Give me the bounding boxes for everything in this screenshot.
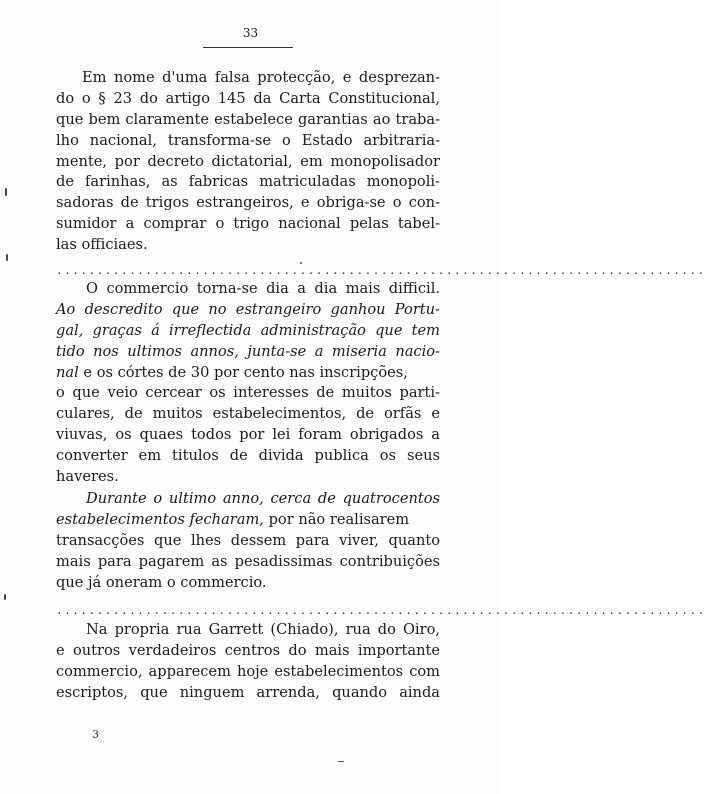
text-line: converter em titulos de divida publica os seus bbox=[56, 447, 440, 465]
paragraph-2 bbox=[56, 279, 440, 488]
text-line: que bem claramente estabelece garantias ao traba- bbox=[56, 110, 440, 128]
paragraph-4 bbox=[56, 620, 440, 704]
scan-speck bbox=[6, 254, 8, 261]
scan-speck bbox=[300, 262, 302, 264]
text-line: las officiaes. bbox=[56, 236, 148, 254]
dotted-separator: ................................................................................ bbox=[56, 604, 706, 617]
text-run: e os córtes de 30 por cento nas inscripções, bbox=[78, 363, 408, 381]
text-line: o que veio cercear os interesses de muitos parti- bbox=[56, 384, 440, 402]
paragraph-1 bbox=[56, 68, 440, 256]
text-line: Durante o ultimo anno, cerca de quatrocentos bbox=[86, 490, 440, 507]
text-line: gal, graças á irreflectida administração que tem bbox=[56, 321, 440, 339]
scan-speck bbox=[338, 761, 344, 762]
text-line: transacções que lhes dessem para viver, quanto bbox=[56, 531, 440, 549]
text-line: viuvas, os quaes todos por lei foram obrigados a bbox=[56, 426, 440, 444]
text-line: mais para pagarem as pesadissimas contribuições bbox=[56, 552, 440, 570]
text-line bbox=[56, 510, 440, 531]
scan-speck bbox=[5, 188, 7, 196]
scan-speck bbox=[4, 594, 6, 600]
text-line: commercio, apparecem hoje estabelecimentos com bbox=[56, 662, 440, 680]
text-line: sadoras de trigos estrangeiros, e obriga-se o con- bbox=[56, 194, 440, 212]
text-line: do o § 23 do artigo 145 da Carta Constitucional, bbox=[56, 89, 440, 107]
text-line: sumidor a comprar o trigo nacional pelas tabel- bbox=[56, 215, 440, 233]
text-line bbox=[56, 363, 440, 384]
text-line: lho nacional, transforma-se o Estado arbitraria- bbox=[56, 131, 440, 149]
text-line: mente, por decreto dictatorial, em monopolisador bbox=[56, 152, 440, 170]
printer-signature-mark: 3 bbox=[92, 728, 99, 741]
text-line: O commercio torna-se dia a dia mais difficil. bbox=[86, 280, 440, 297]
text-line: Ao descredito que no estrangeiro ganhou Portu- bbox=[56, 300, 440, 318]
dotted-separator: ................................................................................ bbox=[56, 264, 706, 277]
header-rule bbox=[203, 47, 293, 48]
text-line: que já oneram o commercio. bbox=[56, 573, 267, 591]
text-line: culares, de muitos estabelecimentos, de orfãs e bbox=[56, 405, 440, 423]
text-line: e outros verdadeiros centros do mais importante bbox=[56, 641, 440, 659]
italic-text: nal bbox=[56, 363, 79, 381]
text-line: tido nos ultimos annos, junta-se a miseria nacio- bbox=[56, 342, 440, 360]
italic-text: estabelecimentos fecharam, bbox=[56, 510, 264, 528]
text-line: Na propria rua Garrett (Chiado), rua do Oiro, bbox=[86, 621, 440, 638]
text-run: por não realisarem bbox=[263, 510, 410, 528]
text-line: de farinhas, as fabricas matriculadas monopoli- bbox=[56, 173, 440, 191]
paragraph-3 bbox=[56, 489, 440, 593]
page-number: 33 bbox=[242, 26, 259, 40]
text-line: haveres. bbox=[56, 468, 119, 486]
text-line: Em nome d'uma falsa protecção, e desprezan- bbox=[82, 69, 440, 86]
text-line: escriptos, que ninguem arrenda, quando ainda bbox=[56, 683, 440, 701]
